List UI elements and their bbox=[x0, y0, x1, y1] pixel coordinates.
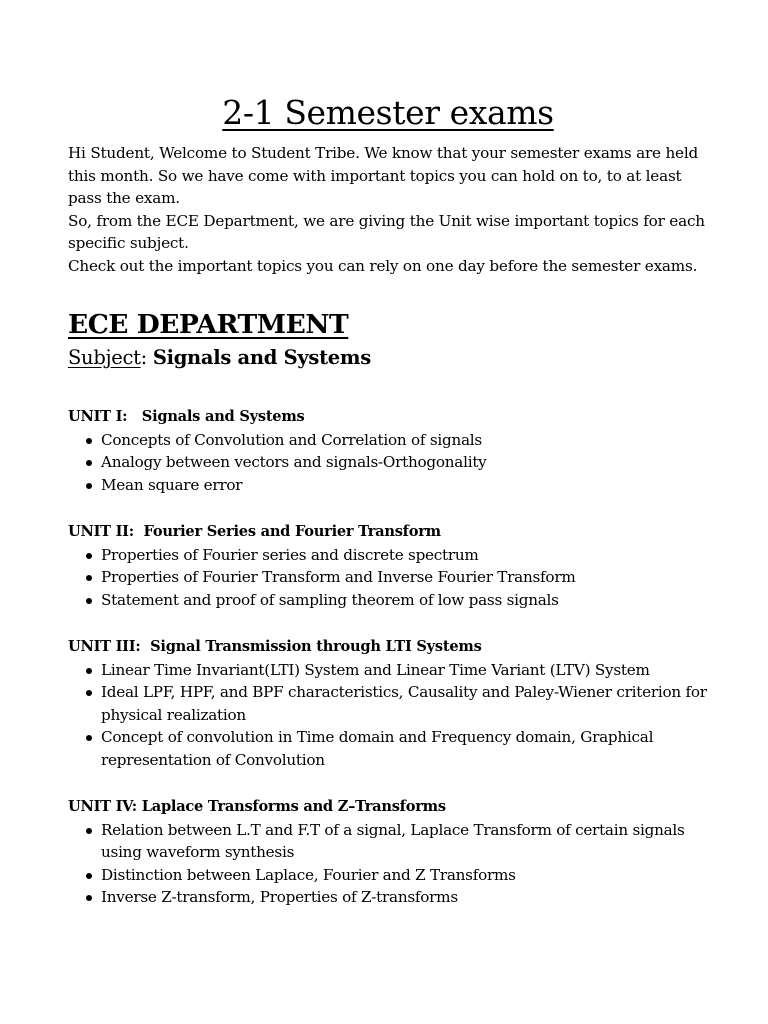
bullet-icon bbox=[86, 873, 92, 879]
bullet-icon bbox=[86, 598, 92, 604]
unit-section bbox=[68, 406, 708, 496]
list-item bbox=[68, 429, 708, 452]
bullet-icon bbox=[86, 575, 92, 581]
bullet-icon bbox=[86, 690, 92, 696]
topic-text: Linear Time Invariant(LTI) System and Linear Time Variant (LTV) System bbox=[101, 660, 650, 679]
bullet-icon bbox=[86, 828, 92, 834]
subject-colon: : bbox=[140, 346, 153, 369]
unit-heading: UNIT III: Signal Transmission through LTI Systems bbox=[68, 638, 482, 655]
bullet-icon bbox=[86, 668, 92, 674]
bullet-icon bbox=[86, 553, 92, 559]
subject-line bbox=[68, 343, 708, 373]
topic-text: Statement and proof of sampling theorem of low pass signals bbox=[101, 590, 559, 609]
topic-text: Distinction between Laplace, Fourier and Z Transforms bbox=[101, 865, 516, 884]
list-item bbox=[68, 681, 708, 726]
topic-text: Analogy between vectors and signals-Orthogonality bbox=[101, 453, 487, 471]
list-item bbox=[68, 659, 708, 682]
list-item bbox=[68, 566, 708, 589]
subject-name: Signals and Systems bbox=[152, 346, 371, 369]
topic-list bbox=[68, 819, 708, 909]
bullet-icon bbox=[86, 735, 92, 741]
unit-heading: UNIT IV: Laplace Transforms and Z–Transforms bbox=[68, 798, 446, 815]
list-item bbox=[68, 726, 708, 771]
intro-paragraph: So, from the ECE Department, we are giving the Unit wise important topics for each specific subject. bbox=[68, 211, 705, 252]
intro-paragraph: Check out the important topics you can rely on one day before the semester exams. bbox=[68, 256, 698, 275]
topic-text: Relation between L.T and F.T of a signal, Laplace Transform of certain signals using waveform synthesis bbox=[101, 820, 685, 861]
list-item bbox=[68, 819, 708, 864]
unit-section bbox=[68, 521, 708, 611]
department-heading: ECE DEPARTMENT bbox=[68, 309, 349, 340]
topic-text: Inverse Z-transform, Properties of Z-transforms bbox=[101, 888, 458, 906]
topic-list bbox=[68, 544, 708, 612]
unit-section bbox=[68, 796, 708, 909]
unit-heading: UNIT I: Signals and Systems bbox=[68, 408, 305, 425]
page-title: 2-1 Semester exams bbox=[222, 93, 554, 132]
list-item bbox=[68, 886, 708, 909]
topic-text: Concepts of Convolution and Correlation of signals bbox=[101, 430, 482, 449]
topic-text: Properties of Fourier series and discrete spectrum bbox=[101, 545, 479, 564]
unit-heading: UNIT II: Fourier Series and Fourier Transform bbox=[68, 523, 441, 540]
document-page bbox=[68, 90, 708, 909]
list-item bbox=[68, 451, 708, 474]
bullet-icon bbox=[86, 483, 92, 489]
topic-list bbox=[68, 659, 708, 772]
topic-text: Concept of convolution in Time domain and Frequency domain, Graphical representation of Convolution bbox=[101, 728, 654, 769]
topic-text: Ideal LPF, HPF, and BPF characteristics, Causality and Paley-Wiener criterion for physical realization bbox=[101, 683, 707, 724]
subject-label: Subject bbox=[68, 346, 141, 369]
list-item bbox=[68, 589, 708, 612]
bullet-icon bbox=[86, 895, 92, 901]
topic-list bbox=[68, 429, 708, 497]
intro-section bbox=[68, 142, 708, 277]
bullet-icon bbox=[86, 460, 92, 466]
list-item bbox=[68, 864, 708, 887]
topic-text: Properties of Fourier Transform and Inverse Fourier Transform bbox=[101, 568, 576, 586]
list-item bbox=[68, 474, 708, 497]
list-item bbox=[68, 544, 708, 567]
unit-section bbox=[68, 636, 708, 771]
topic-text: Mean square error bbox=[101, 475, 243, 494]
intro-paragraph: Hi Student, Welcome to Student Tribe. We know that your semester exams are held this month. So we have come with important topics you can hold on to, to at least pass the exam. bbox=[68, 144, 699, 207]
units-list bbox=[68, 406, 708, 909]
bullet-icon bbox=[86, 438, 92, 444]
